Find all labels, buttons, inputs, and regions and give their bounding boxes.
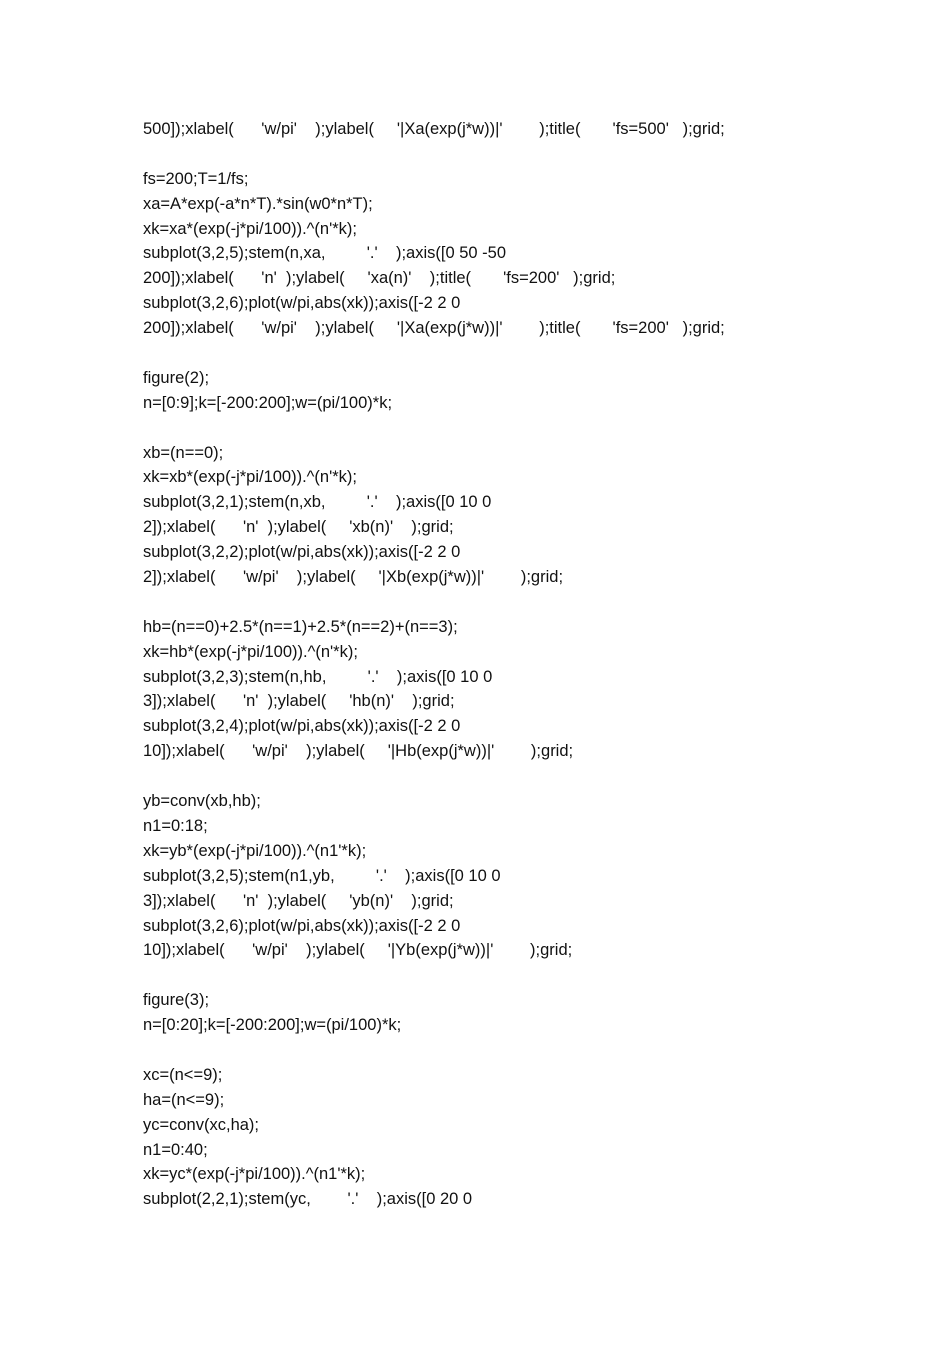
- code-line: figure(3);: [143, 991, 210, 1010]
- code-line: figure(2);: [143, 368, 210, 387]
- code-line: subplot(3,2,6);plot(w/pi,abs(xk));axis([-2 2 0: [143, 294, 461, 313]
- code-line: xk=xa*(exp(-j*pi/100)).^(n'*k);: [143, 219, 358, 238]
- code-line: n1=0:18;: [143, 816, 208, 835]
- code-line: fs=200;T=1/fs;: [143, 169, 249, 188]
- code-line: xa=A*exp(-a*n*T).*sin(w0*n*T);: [143, 194, 373, 213]
- code-line: subplot(3,2,2);plot(w/pi,abs(xk));axis([-2 2 0: [143, 543, 461, 562]
- code-line: n=[0:9];k=[-200:200];w=(pi/100)*k;: [143, 393, 393, 412]
- blank-line: [143, 416, 903, 441]
- code-line: subplot(3,2,6);plot(w/pi,abs(xk));axis([-2 2 0: [143, 916, 461, 935]
- code-line: 3]);xlabel( 'n' );ylabel( 'yb(n)' );grid;: [143, 891, 454, 910]
- blank-line: [143, 963, 903, 988]
- code-line: 3]);xlabel( 'n' );ylabel( 'hb(n)' );grid;: [143, 692, 455, 711]
- code-line: n=[0:20];k=[-200:200];w=(pi/100)*k;: [143, 1016, 402, 1035]
- matlab-code-block: [143, 117, 903, 1212]
- code-line: subplot(3,2,4);plot(w/pi,abs(xk));axis([-2 2 0: [143, 717, 461, 736]
- code-line: 2]);xlabel( 'n' );ylabel( 'xb(n)' );grid;: [143, 518, 454, 537]
- code-line: subplot(3,2,5);stem(n1,yb, '.' );axis([0 10 0: [143, 866, 501, 885]
- blank-line: [143, 590, 903, 615]
- blank-line: [143, 142, 903, 167]
- code-line: xk=hb*(exp(-j*pi/100)).^(n'*k);: [143, 642, 358, 661]
- code-line: xk=yc*(exp(-j*pi/100)).^(n1'*k);: [143, 1165, 366, 1184]
- code-line: hb=(n==0)+2.5*(n==1)+2.5*(n==2)+(n==3);: [143, 617, 458, 636]
- code-line: xc=(n<=9);: [143, 1065, 223, 1084]
- blank-line: [143, 341, 903, 366]
- code-line: xb=(n==0);: [143, 443, 224, 462]
- blank-line: [143, 764, 903, 789]
- code-line: 200]);xlabel( 'n' );ylabel( 'xa(n)' );title( 'fs=200' );grid;: [143, 269, 616, 288]
- blank-line: [143, 1038, 903, 1063]
- code-line: subplot(3,2,5);stem(n,xa, '.' );axis([0 50 -50: [143, 244, 507, 263]
- code-line: n1=0:40;: [143, 1140, 208, 1159]
- code-line: 10]);xlabel( 'w/pi' );ylabel( '|Yb(exp(j*w))|' );grid;: [143, 941, 573, 960]
- code-line: xk=yb*(exp(-j*pi/100)).^(n1'*k);: [143, 841, 367, 860]
- code-line: 2]);xlabel( 'w/pi' );ylabel( '|Xb(exp(j*w))|' );grid;: [143, 568, 564, 587]
- code-line: xk=xb*(exp(-j*pi/100)).^(n'*k);: [143, 468, 358, 487]
- code-line: subplot(3,2,3);stem(n,hb, '.' );axis([0 10 0: [143, 667, 493, 686]
- code-line: 10]);xlabel( 'w/pi' );ylabel( '|Hb(exp(j*w))|' );grid;: [143, 742, 574, 761]
- code-line: 500]);xlabel( 'w/pi' );ylabel( '|Xa(exp(j*w))|' );title( 'fs=500' );grid;: [143, 120, 725, 138]
- code-line: yb=conv(xb,hb);: [143, 792, 261, 811]
- code-line: 200]);xlabel( 'w/pi' );ylabel( '|Xa(exp(j*w))|' );title( 'fs=200' );grid;: [143, 319, 725, 338]
- code-line: subplot(2,2,1);stem(yc, '.' );axis([0 20 0: [143, 1190, 473, 1209]
- code-line: yc=conv(xc,ha);: [143, 1115, 259, 1134]
- code-line: ha=(n<=9);: [143, 1090, 225, 1109]
- code-line: subplot(3,2,1);stem(n,xb, '.' );axis([0 10 0: [143, 493, 492, 512]
